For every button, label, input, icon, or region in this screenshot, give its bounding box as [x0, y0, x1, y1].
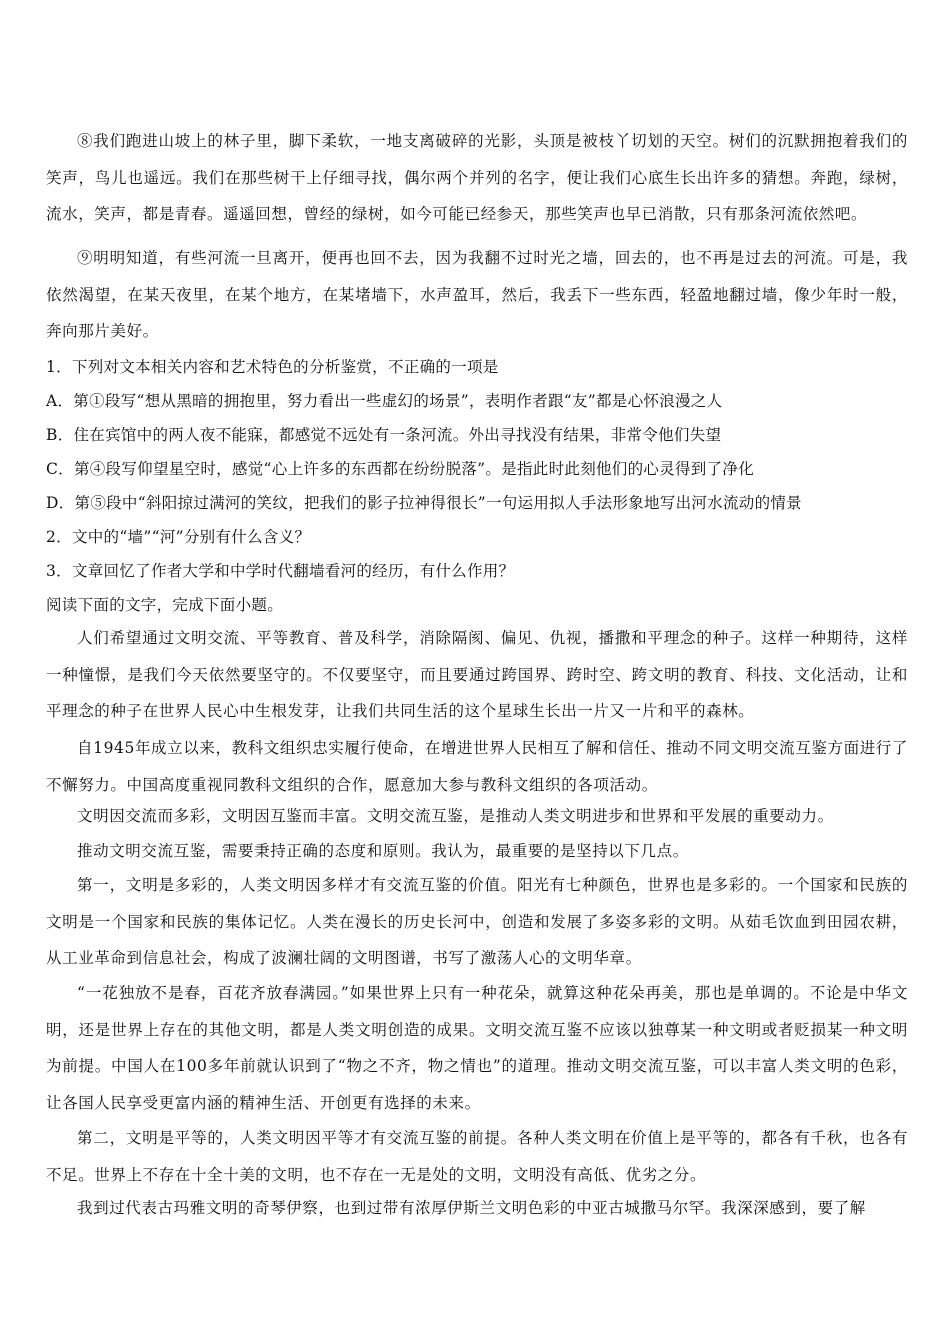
reading-instruction: 阅读下面的文字，完成下面小题。 [46, 596, 284, 614]
passage2-paragraph-1: 人们希望通过文明交流、平等教育、普及科学，消除隔阂、偏见、仇视，播撒和平理念的种子。这样一种期待，这样一种憧憬，是我们今天依然要坚守的。不仅要坚守，而且要通过跨国界、跨时空、跨文明的教育、科技、文化活动，让和平理念的种子在世界人民心中生根发芽，让我们共同生活的这个星球生长出一片又一片和平的森林。 [46, 629, 908, 720]
passage2-paragraph-7: 第二，文明是平等的，人类文明因平等才有交流互鉴的前提。各种人类文明在价值上是平等的，都各有千秋，也各有不足。世界上不存在十全十美的文明，也不存在一无是处的文明，文明没有高低、优劣之分。 [46, 1129, 908, 1184]
passage2-paragraph-5: 第一，文明是多彩的，人类文明因多样才有交流互鉴的价值。阳光有七种颜色，世界也是多彩的。一个国家和民族的文明是一个国家和民族的集体记忆。人类在漫长的历史长河中，创造和发展了多姿多彩的文明。从茹毛饮血到田园农耕，从工业革命到信息社会，构成了波澜壮阔的文明图谱，书写了激荡人心的文明华章。 [46, 876, 908, 967]
passage1-paragraph-9: ⑨明明知道，有些河流一旦离开，便再也回不去，因为我翻不过时光之墙，回去的，也不再是过去的河流。可是，我依然渴望，在某天夜里，在某个地方，在某堵墙下，水声盈耳，然后，我丢下一些东西，轻盈地翻过墙，像少年时一般，奔向那片美好。 [46, 249, 908, 340]
passage2-paragraph-6: “一花独放不是春，百花齐放春满园。”如果世界上只有一种花朵，就算这种花朵再美，那也是单调的。不论是中华文明，还是世界上存在的其他文明，都是人类文明创造的成果。文明交流互鉴不应该以独尊某一种文明或者贬损某一种文明为前提。中国人在100多年前就认识到了“物之不齐，物之情也”的道理。推动文明交流互鉴，可以丰富人类文明的色彩，让各国人民享受更富内涵的精神生活、开创更有选择的未来。 [46, 984, 908, 1112]
question-1-option-a: A．第①段写“想从黑暗的拥抱里，努力看出一些虚幻的场景”，表明作者跟“友”都是心怀浪漫之人 [46, 392, 723, 410]
question-1-option-b: B．住在宾馆中的两人夜不能寐，都感觉不远处有一条河流。外出寻找没有结果，非常令他们失望 [46, 426, 722, 444]
question-3: 3．文章回忆了作者大学和中学时代翻墙看河的经历，有什么作用？ [46, 562, 515, 580]
question-1-option-d: D．第⑤段中“斜阳掠过满河的笑纹，把我们的影子拉神得很长”一句运用拟人手法形象地写出河水流动的情景 [46, 494, 802, 512]
passage1-paragraph-8: ⑧我们跑进山坡上的林子里，脚下柔软，一地支离破碎的光影，头顶是被枝丫切划的天空。树们的沉默拥抱着我们的笑声，鸟儿也遥远。我们在那些树干上仔细寻找，偶尔两个并列的名字，便让我们心底生长出许多的猜想。奔跑，绿树，流水，笑声，都是青春。遥遥回想，曾经的绿树，如今可能已经参天，那些笑声也早已消散，只有那条河流依然吧。 [46, 132, 908, 223]
passage2-paragraph-2: 自1945年成立以来，教科文组织忠实履行使命，在增进世界人民相互了解和信任、推动不同文明交流互鉴方面进行了不懈努力。中国高度重视同教科文组织的合作，愿意加大参与教科文组织的各项活动。 [46, 739, 908, 794]
passage2-paragraph-4: 推动文明交流互鉴，需要秉持正确的态度和原则。我认为，最重要的是坚持以下几点。 [77, 842, 689, 860]
passage2-paragraph-8: 我到过代表古玛雅文明的奇琴伊察，也到过带有浓厚伊斯兰文明色彩的中亚古城撒马尔罕。我深深感到，要了解 [77, 1199, 866, 1217]
question-2: 2．文中的“墙”“河”分别有什么含义？ [46, 528, 311, 546]
question-1: 1．下列对文本相关内容和艺术特色的分析鉴赏，不正确的一项是 [46, 358, 499, 376]
passage2-paragraph-3: 文明因交流而多彩，文明因互鉴而丰富。文明交流互鉴，是推动人类文明进步和世界和平发展的重要动力。 [77, 807, 834, 825]
question-1-option-c: C．第④段写仰望星空时，感觉“心上许多的东西都在纷纷脱落”。是指此时此刻他们的心灵得到了净化 [46, 460, 755, 478]
